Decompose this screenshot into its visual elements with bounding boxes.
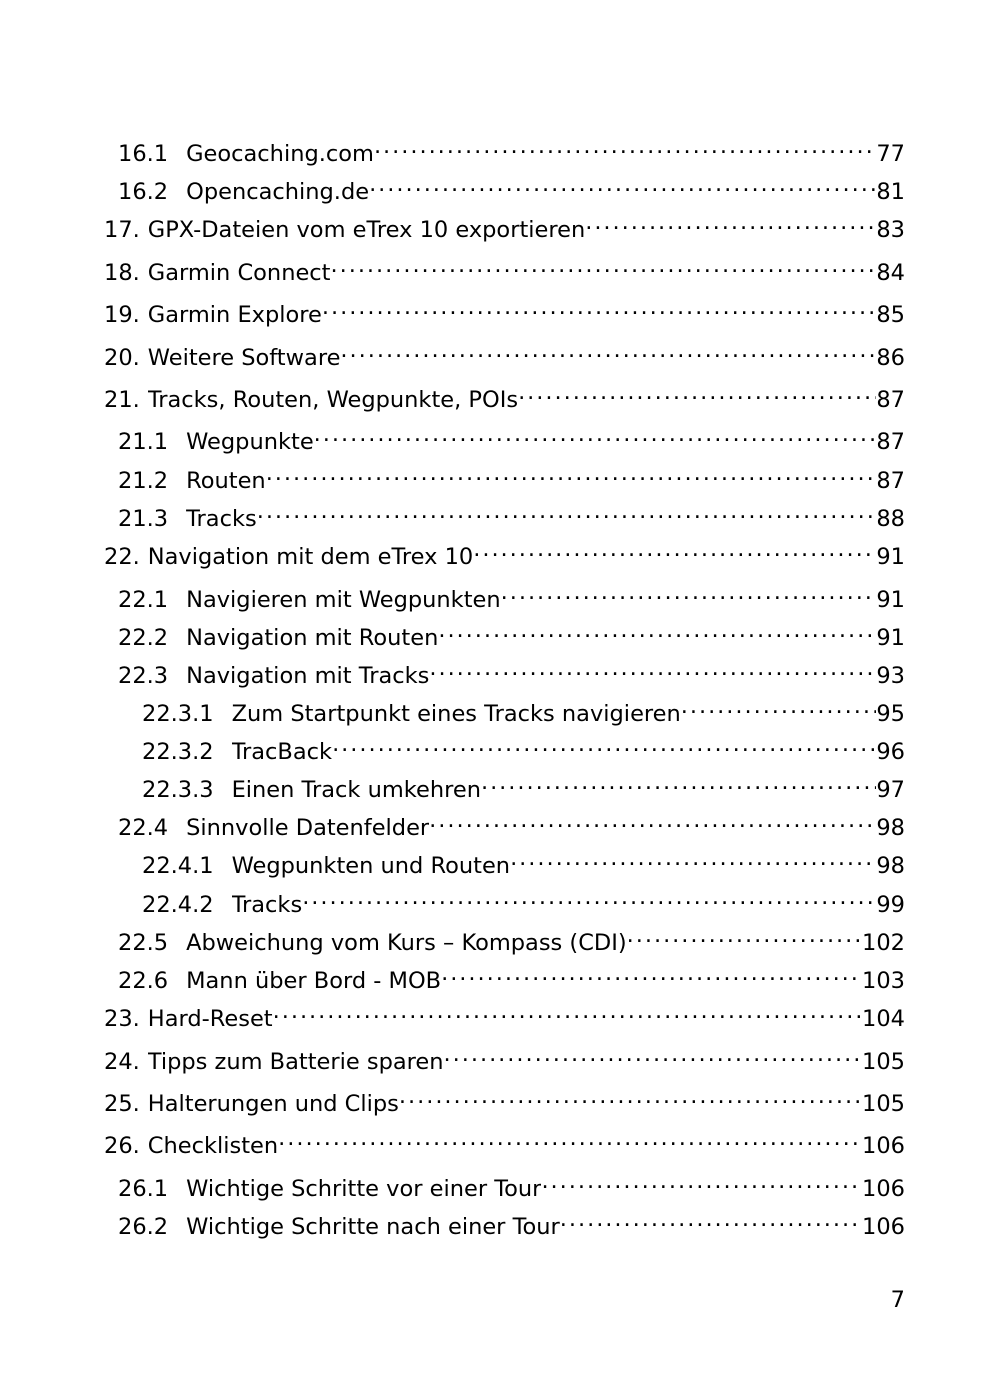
toc-entry-title: Geocaching.com [186, 141, 374, 167]
toc-entry-number: 23. [104, 1006, 140, 1032]
toc-entry-title: Opencaching.de [186, 179, 370, 205]
toc-entry [104, 377, 905, 413]
toc-entry-number: 22.3.3 [142, 777, 214, 803]
toc-entry [104, 207, 905, 243]
toc-entry-title: Garmin Connect [147, 260, 331, 286]
toc-entry-number: 20. [104, 345, 140, 371]
toc-entry [118, 169, 905, 205]
toc-entry-number: 22.3 [118, 663, 169, 689]
toc-entry-title: Halterungen und Clips [147, 1091, 399, 1117]
toc-entry-page: 91 [876, 587, 905, 613]
toc-entry-page: 95 [876, 701, 905, 727]
toc-dot-leader [314, 419, 877, 449]
toc-entry-number: 16.2 [118, 179, 169, 205]
toc-entry-number: 22.6 [118, 968, 169, 994]
toc-entry [118, 419, 905, 455]
toc-entry [104, 534, 905, 570]
toc-dot-leader [473, 534, 876, 564]
toc-dot-leader [627, 920, 862, 950]
toc-dot-leader [481, 767, 876, 797]
toc-entry-page: 91 [876, 625, 905, 651]
toc-entry-page: 103 [862, 968, 905, 994]
toc-entry-title: Garmin Explore [147, 302, 322, 328]
toc-dot-leader [541, 1166, 862, 1196]
toc-entry [104, 250, 905, 286]
toc-entry-page: 77 [876, 141, 905, 167]
toc-entry-page: 96 [876, 739, 905, 765]
toc-entry-title: Navigation mit dem eTrex 10 [147, 544, 474, 570]
toc-entry-page: 93 [876, 663, 905, 689]
toc-entry [104, 1081, 905, 1117]
toc-entry-number: 22. [104, 544, 140, 570]
toc-entry-title: Weitere Software [147, 345, 341, 371]
toc-entry-number: 22.4.2 [142, 892, 214, 918]
toc-entry [104, 335, 905, 371]
toc-entry-title: Navigation mit Routen [186, 625, 439, 651]
toc-entry [118, 1204, 905, 1240]
toc-entry-page: 98 [876, 853, 905, 879]
toc-entry-page: 85 [876, 302, 905, 328]
toc-entry [118, 458, 905, 494]
toc-entry-page: 102 [862, 930, 905, 956]
toc-dot-leader [441, 958, 862, 988]
toc-entry-number: 21.2 [118, 468, 169, 494]
toc-entry-number: 26. [104, 1133, 140, 1159]
toc-entry-page: 84 [876, 260, 905, 286]
toc-entry-number: 22.3.2 [142, 739, 214, 765]
toc-entry-number: 22.2 [118, 625, 169, 651]
toc-entry-title: TracBack [231, 739, 333, 765]
toc-entry-page: 91 [876, 544, 905, 570]
toc-dot-leader [429, 805, 876, 835]
toc-entry-page: 97 [876, 777, 905, 803]
toc-entry-title: Tracks [231, 892, 303, 918]
toc-entry-page: 99 [876, 892, 905, 918]
toc-entry [118, 577, 905, 613]
toc-dot-leader [585, 207, 876, 237]
toc-entry-title: Navigieren mit Wegpunkten [186, 587, 501, 613]
toc-entry-page: 87 [876, 468, 905, 494]
toc-dot-leader [510, 843, 876, 873]
toc-entry-number: 17. [104, 217, 140, 243]
toc-dot-leader [331, 250, 877, 280]
toc-entry-page: 98 [876, 815, 905, 841]
toc-entry-page: 87 [876, 429, 905, 455]
toc-entry-page: 106 [862, 1176, 905, 1202]
toc-entry-title: Tipps zum Batterie sparen [147, 1049, 444, 1075]
toc-entry-page: 106 [862, 1133, 905, 1159]
toc-entry-title: GPX-Dateien vom eTrex 10 exportieren [147, 217, 586, 243]
page-number: 7 [890, 1287, 905, 1313]
toc-dot-leader [257, 496, 877, 526]
toc-entry-number: 26.1 [118, 1176, 169, 1202]
toc-entry [142, 767, 905, 803]
toc-entry-number: 21. [104, 387, 140, 413]
toc-entry-title: Hard-Reset [147, 1006, 273, 1032]
toc-entry-title: Wegpunkte [186, 429, 314, 455]
toc-entry-title: Wichtige Schritte nach einer Tour [186, 1214, 560, 1240]
toc-dot-leader [278, 1123, 862, 1153]
toc-entry-page: 86 [876, 345, 905, 371]
toc-entry-title: Mann über Bord - MOB [186, 968, 442, 994]
toc-entry [104, 1123, 905, 1159]
toc-dot-leader [340, 335, 876, 365]
toc-entry-title: Navigation mit Tracks [186, 663, 430, 689]
toc-entry-title: Checklisten [147, 1133, 279, 1159]
toc-entry-number: 18. [104, 260, 140, 286]
toc-entry-page: 104 [862, 1006, 905, 1032]
toc-entry-title: Tracks, Routen, Wegpunkte, POIs [147, 387, 519, 413]
toc-entry-page: 83 [876, 217, 905, 243]
toc-entry-title: Einen Track umkehren [231, 777, 481, 803]
toc-dot-leader [429, 653, 876, 683]
toc-entry-number: 16.1 [118, 141, 169, 167]
toc-entry-title: Abweichung vom Kurs – Kompass (CDI) [186, 930, 627, 956]
toc-entry [118, 496, 905, 532]
toc-entry-page: 105 [862, 1049, 905, 1075]
toc-entry-page: 88 [876, 506, 905, 532]
toc-entry-number: 22.4 [118, 815, 169, 841]
toc-entry-title: Wichtige Schritte vor einer Tour [186, 1176, 542, 1202]
toc-entry [104, 292, 905, 328]
toc-dot-leader [518, 377, 876, 407]
toc-entry-number: 22.4.1 [142, 853, 214, 879]
toc-dot-leader [399, 1081, 862, 1111]
toc-entry-number: 22.3.1 [142, 701, 214, 727]
toc-dot-leader [501, 577, 877, 607]
toc-entry [142, 882, 905, 918]
toc-entry [142, 729, 905, 765]
toc-dot-leader [681, 691, 877, 721]
toc-dot-leader [273, 996, 862, 1026]
toc-entry [118, 805, 905, 841]
toc-entry-number: 25. [104, 1091, 140, 1117]
toc-entry-number: 26.2 [118, 1214, 169, 1240]
toc-entry-number: 21.3 [118, 506, 169, 532]
toc-entry-title: Routen [186, 468, 266, 494]
toc-entry-number: 19. [104, 302, 140, 328]
toc-entry-page: 87 [876, 387, 905, 413]
toc-entry [118, 920, 905, 956]
toc-dot-leader [332, 729, 876, 759]
toc-dot-leader [266, 458, 877, 488]
toc-dot-leader [438, 615, 876, 645]
toc-entry-number: 21.1 [118, 429, 169, 455]
toc-entry-page: 105 [862, 1091, 905, 1117]
toc-entry-number: 24. [104, 1049, 140, 1075]
toc-entry [118, 131, 905, 167]
toc-entry [118, 958, 905, 994]
toc-entry [142, 691, 905, 727]
toc-entry [118, 1166, 905, 1202]
toc-dot-leader [369, 169, 876, 199]
toc-entry-title: Wegpunkten und Routen [231, 853, 511, 879]
toc-entry [118, 615, 905, 651]
toc-entry-number: 22.5 [118, 930, 169, 956]
toc-entry [118, 653, 905, 689]
toc-entry-title: Tracks [186, 506, 257, 532]
toc-dot-leader [374, 131, 876, 161]
toc-entry [104, 1039, 905, 1075]
toc-dot-leader [560, 1204, 862, 1234]
toc-entry-title: Sinnvolle Datenfelder [186, 815, 430, 841]
toc-entry [104, 996, 905, 1032]
toc-entry-page: 106 [862, 1214, 905, 1240]
toc-dot-leader [444, 1039, 863, 1069]
toc-entry-number: 22.1 [118, 587, 169, 613]
toc-entry-title: Zum Startpunkt eines Tracks navigieren [231, 701, 681, 727]
toc-dot-leader [302, 882, 876, 912]
toc-entry [142, 843, 905, 879]
toc-dot-leader [322, 292, 876, 322]
toc-entry-page: 81 [876, 179, 905, 205]
